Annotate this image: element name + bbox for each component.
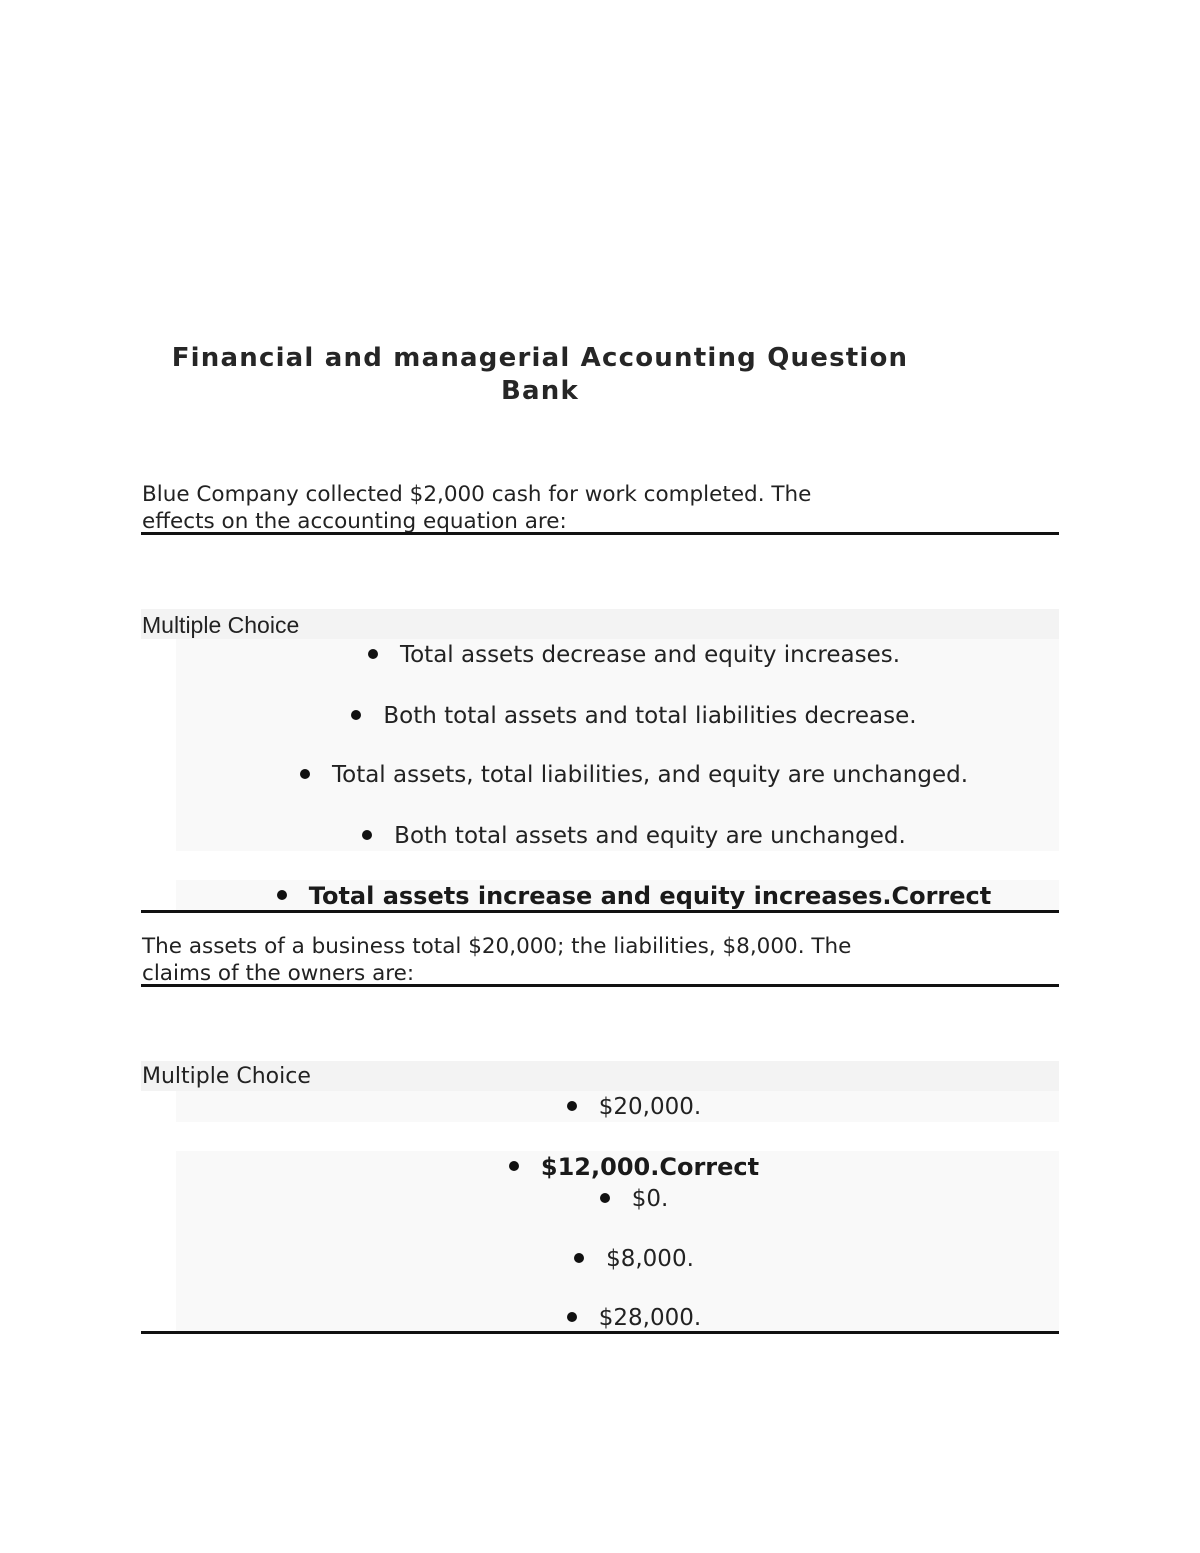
bullet-icon xyxy=(368,649,378,659)
question-1-mc-label: Multiple Choice xyxy=(142,612,300,638)
question-2-option-3[interactable] xyxy=(176,1184,1092,1214)
question-2-mc-label: Multiple Choice xyxy=(142,1064,311,1089)
question-2-option-4[interactable] xyxy=(176,1244,1092,1274)
question-1-text xyxy=(142,481,1042,535)
question-2-line-2: claims of the owners are: xyxy=(142,961,415,986)
title-line-2: Bank xyxy=(501,376,579,406)
option-text: Total assets decrease and equity increases. xyxy=(399,642,901,668)
question-2-end-divider xyxy=(141,1331,1059,1334)
question-2-divider xyxy=(141,984,1059,987)
bullet-icon xyxy=(300,769,310,779)
question-1-line-1: Blue Company collected $2,000 cash for work completed. The xyxy=(142,482,812,507)
option-text: Both total assets and equity are unchanged. xyxy=(394,823,906,849)
document-title xyxy=(140,342,940,408)
question-2-option-5[interactable] xyxy=(176,1303,1092,1333)
question-2-text xyxy=(142,933,1042,987)
bullet-icon xyxy=(277,890,287,900)
bullet-icon xyxy=(574,1253,584,1263)
question-1-end-divider xyxy=(141,910,1059,913)
title-line-1: Financial and managerial Accounting Question xyxy=(171,343,909,373)
question-1-option-1[interactable] xyxy=(176,640,1092,670)
option-text: $12,000.Correct xyxy=(540,1153,760,1181)
option-text: Total assets, total liabilities, and equity are unchanged. xyxy=(331,762,969,788)
question-1-option-2[interactable] xyxy=(176,701,1092,731)
question-2-line-1: The assets of a business total $20,000; the liabilities, $8,000. The xyxy=(142,934,852,959)
question-1-option-4[interactable] xyxy=(176,821,1092,851)
bullet-icon xyxy=(567,1101,577,1111)
question-1-line-2: effects on the accounting equation are: xyxy=(142,509,567,534)
option-text: $0. xyxy=(631,1186,669,1212)
bullet-icon xyxy=(351,710,361,720)
option-text: $8,000. xyxy=(606,1246,694,1272)
question-1-divider xyxy=(141,532,1059,535)
bullet-icon xyxy=(362,830,372,840)
option-text: Total assets increase and equity increases.Correct xyxy=(308,882,992,910)
question-1-options-panel xyxy=(176,639,1059,851)
bullet-icon xyxy=(567,1312,577,1322)
question-1-option-3[interactable] xyxy=(176,760,1092,790)
question-2-option-2-correct[interactable] xyxy=(176,1152,1092,1182)
option-text: $20,000. xyxy=(598,1094,702,1120)
bullet-icon xyxy=(600,1193,610,1203)
question-1-option-5-correct[interactable] xyxy=(176,881,1092,911)
option-text: $28,000. xyxy=(598,1305,702,1331)
option-text: Both total assets and total liabilities decrease. xyxy=(383,703,917,729)
bullet-icon xyxy=(509,1161,519,1171)
question-2-option-1[interactable] xyxy=(176,1092,1092,1122)
